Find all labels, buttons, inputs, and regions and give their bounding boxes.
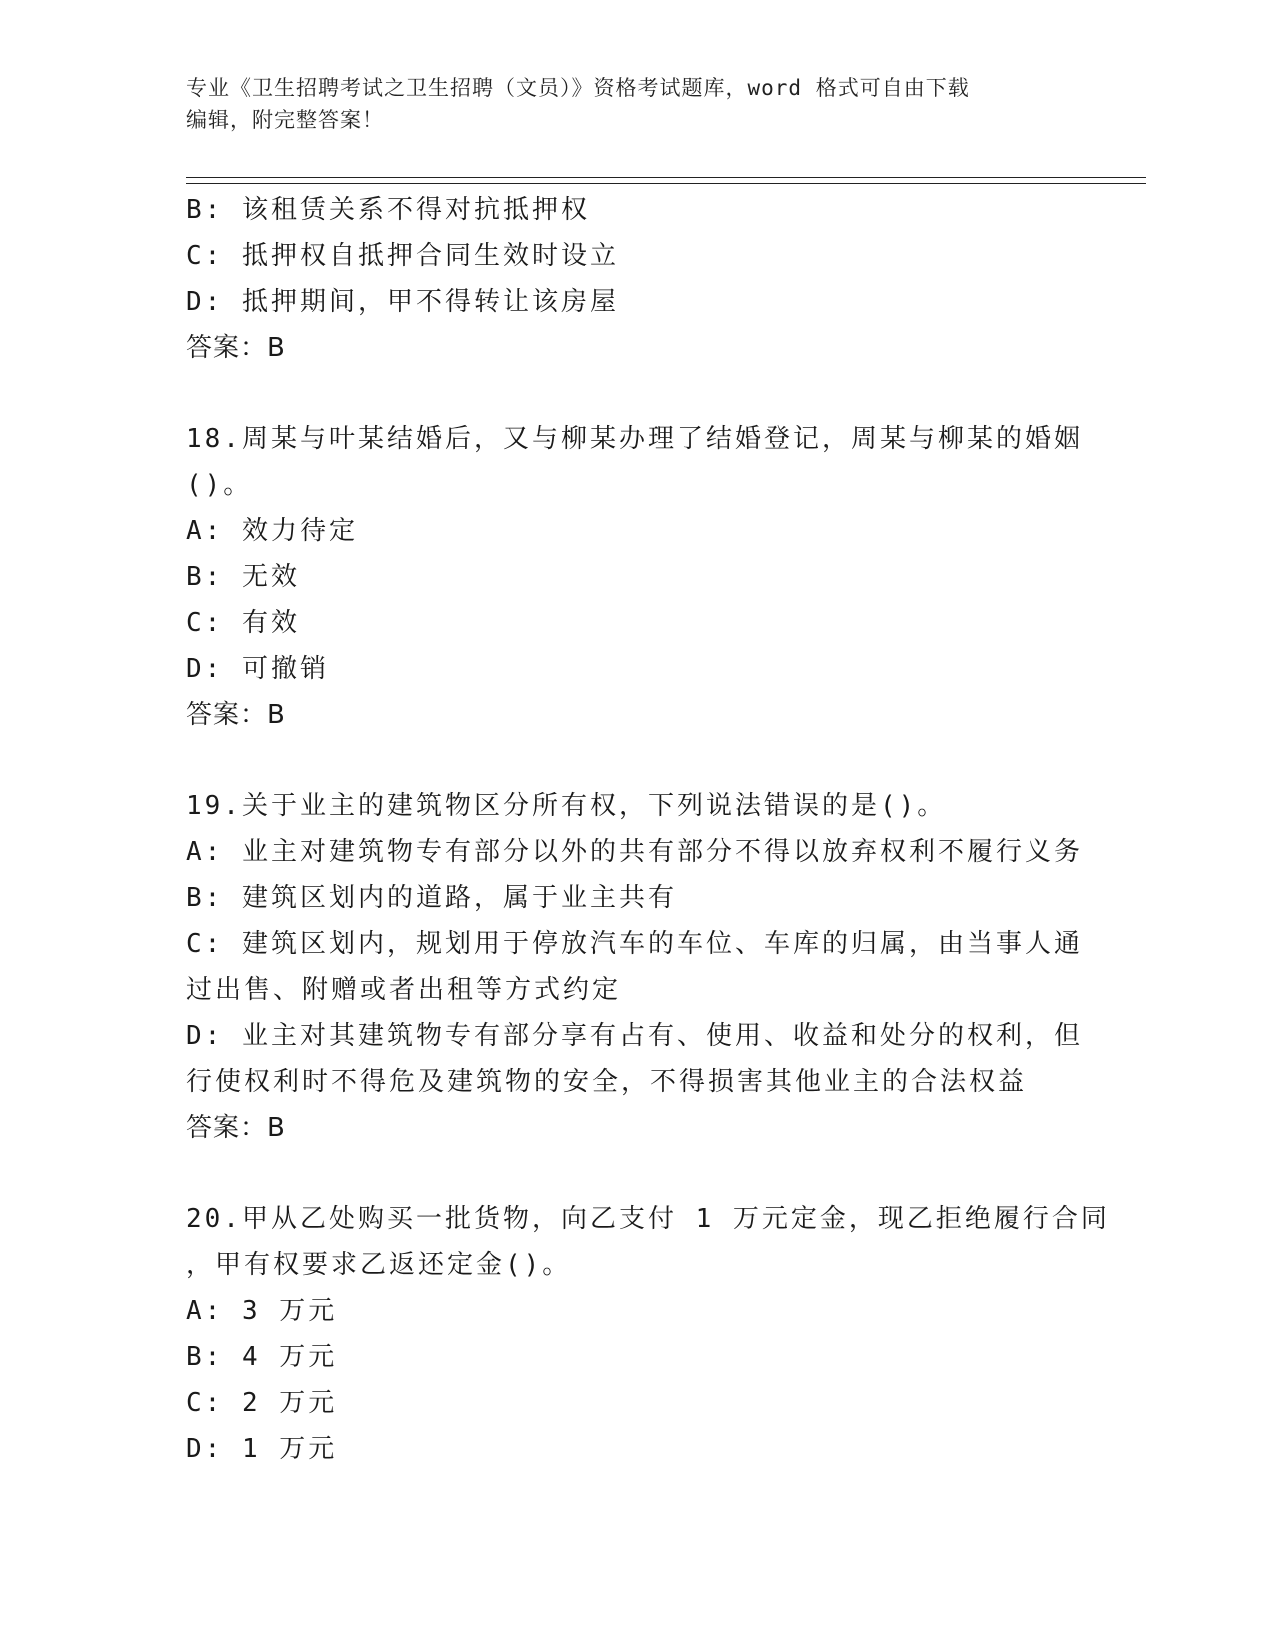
option-c: C: 抵押权自抵押合同生效时设立 xyxy=(186,241,619,271)
option-a: A: 效力待定 xyxy=(186,516,358,546)
option-c: C: 有效 xyxy=(186,608,300,638)
document-header xyxy=(186,72,1086,136)
question-stem: 19.关于业主的建筑物区分所有权，下列说法错误的是()。 xyxy=(186,791,947,821)
option-b: B: 该租赁关系不得对抗抵押权 xyxy=(186,195,590,225)
spacer xyxy=(186,738,1086,783)
option-d: D: 1 万元 xyxy=(186,1434,338,1464)
question-19 xyxy=(186,783,1086,1151)
question-stem-continued: ()。 xyxy=(186,470,253,500)
spacer xyxy=(186,1151,1086,1196)
option-b: B: 无效 xyxy=(186,562,300,592)
answer-label: 答案：B xyxy=(186,700,286,730)
question-list xyxy=(186,187,1110,1472)
option-c: C: 建筑区划内，规划用于停放汽车的车位、车库的归属，由当事人通 xyxy=(186,929,1083,959)
option-d: D: 抵押期间，甲不得转让该房屋 xyxy=(186,287,619,317)
header-divider-top xyxy=(186,177,1146,178)
question-stem: 20.甲从乙处购买一批货物，向乙支付 1 万元定金，现乙拒绝履行合同 xyxy=(186,1204,1110,1234)
header-divider-bottom xyxy=(186,183,1146,184)
option-c-continued: 过出售、附赠或者出租等方式约定 xyxy=(186,975,622,1005)
question-20 xyxy=(186,1196,1110,1472)
question-stem-continued: ，甲有权要求乙返还定金()。 xyxy=(186,1250,572,1280)
spacer xyxy=(186,371,1086,416)
header-line-2: 编辑，附完整答案！ xyxy=(186,108,384,132)
question-stem: 18.周某与叶某结婚后，又与柳某办理了结婚登记，周某与柳某的婚姻 xyxy=(186,424,1083,454)
question-17-tail xyxy=(186,187,1086,371)
answer-label: 答案：B xyxy=(186,333,286,363)
header-line-1: 专业《卫生招聘考试之卫生招聘（文员）》资格考试题库，word 格式可自由下载 xyxy=(186,76,970,100)
answer-label: 答案：B xyxy=(186,1113,286,1143)
option-b: B: 4 万元 xyxy=(186,1342,338,1372)
option-d-continued: 行使权利时不得危及建筑物的安全，不得损害其他业主的合法权益 xyxy=(186,1067,1028,1097)
option-a: A: 3 万元 xyxy=(186,1296,338,1326)
option-d: D: 可撤销 xyxy=(186,654,329,684)
option-c: C: 2 万元 xyxy=(186,1388,338,1418)
option-b: B: 建筑区划内的道路，属于业主共有 xyxy=(186,883,677,913)
option-d: D: 业主对其建筑物专有部分享有占有、使用、收益和处分的权利，但 xyxy=(186,1021,1083,1051)
option-a: A: 业主对建筑物专有部分以外的共有部分不得以放弃权利不履行义务 xyxy=(186,837,1083,867)
question-18 xyxy=(186,416,1086,738)
